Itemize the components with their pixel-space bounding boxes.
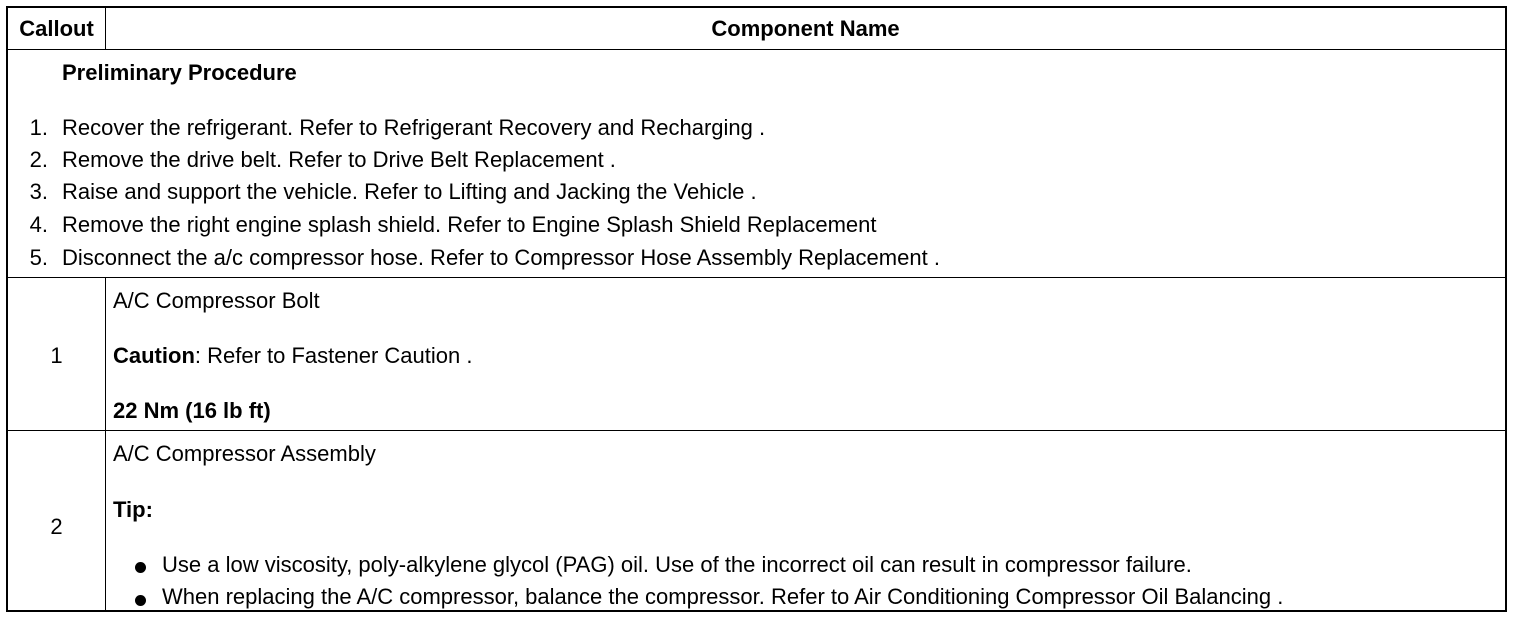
callout-cell	[8, 431, 106, 612]
callout-number: 1	[50, 343, 63, 368]
callout-header: Callout	[8, 8, 106, 49]
callout-row-1	[8, 278, 1505, 431]
component-name: A/C Compressor Bolt	[113, 288, 320, 313]
step-text: Remove the drive belt. Refer to Drive Belt Replacement .	[62, 147, 616, 172]
component-name: A/C Compressor Assembly	[113, 441, 376, 466]
step-number: 2.	[29, 147, 48, 172]
component-name-header: Component Name	[711, 15, 900, 41]
torque-spec: 22 Nm (16 lb ft)	[113, 398, 271, 423]
step-number: 1.	[29, 115, 48, 140]
step-number: 5.	[29, 245, 48, 270]
bullet-icon	[135, 595, 146, 606]
tip-bullet-text: When replacing the A/C compressor, balance the compressor. Refer to Air Conditioning Compressor Oil Balancing .	[162, 584, 1284, 609]
tip-label: Tip:	[113, 497, 153, 522]
step-text: Remove the right engine splash shield. Refer to Engine Splash Shield Replacement	[62, 212, 877, 237]
procedure-table	[6, 6, 1507, 612]
step-number: 4.	[29, 212, 48, 237]
bullet-icon	[135, 562, 146, 573]
caution-label: Caution	[113, 343, 195, 368]
table-header-row	[8, 8, 1505, 50]
callout-row-2	[8, 431, 1505, 612]
component-cell	[106, 278, 1505, 430]
preliminary-procedure-title: Preliminary Procedure	[62, 60, 297, 85]
component-cell	[106, 431, 1505, 612]
step-text: Recover the refrigerant. Refer to Refrigerant Recovery and Recharging .	[62, 115, 766, 140]
callout-cell	[8, 278, 106, 430]
step-text: Raise and support the vehicle. Refer to Lifting and Jacking the Vehicle .	[62, 179, 757, 204]
step-number: 3.	[29, 179, 48, 204]
callout-number: 2	[50, 514, 63, 539]
step-text: Disconnect the a/c compressor hose. Refer to Compressor Hose Assembly Replacement .	[62, 245, 940, 270]
preliminary-procedure-row	[8, 50, 1505, 278]
caution-text: : Refer to Fastener Caution .	[194, 343, 473, 368]
caution-line	[113, 343, 472, 369]
tip-bullet-text: Use a low viscosity, poly-alkylene glycol (PAG) oil. Use of the incorrect oil can result in compressor failure.	[162, 552, 1192, 577]
